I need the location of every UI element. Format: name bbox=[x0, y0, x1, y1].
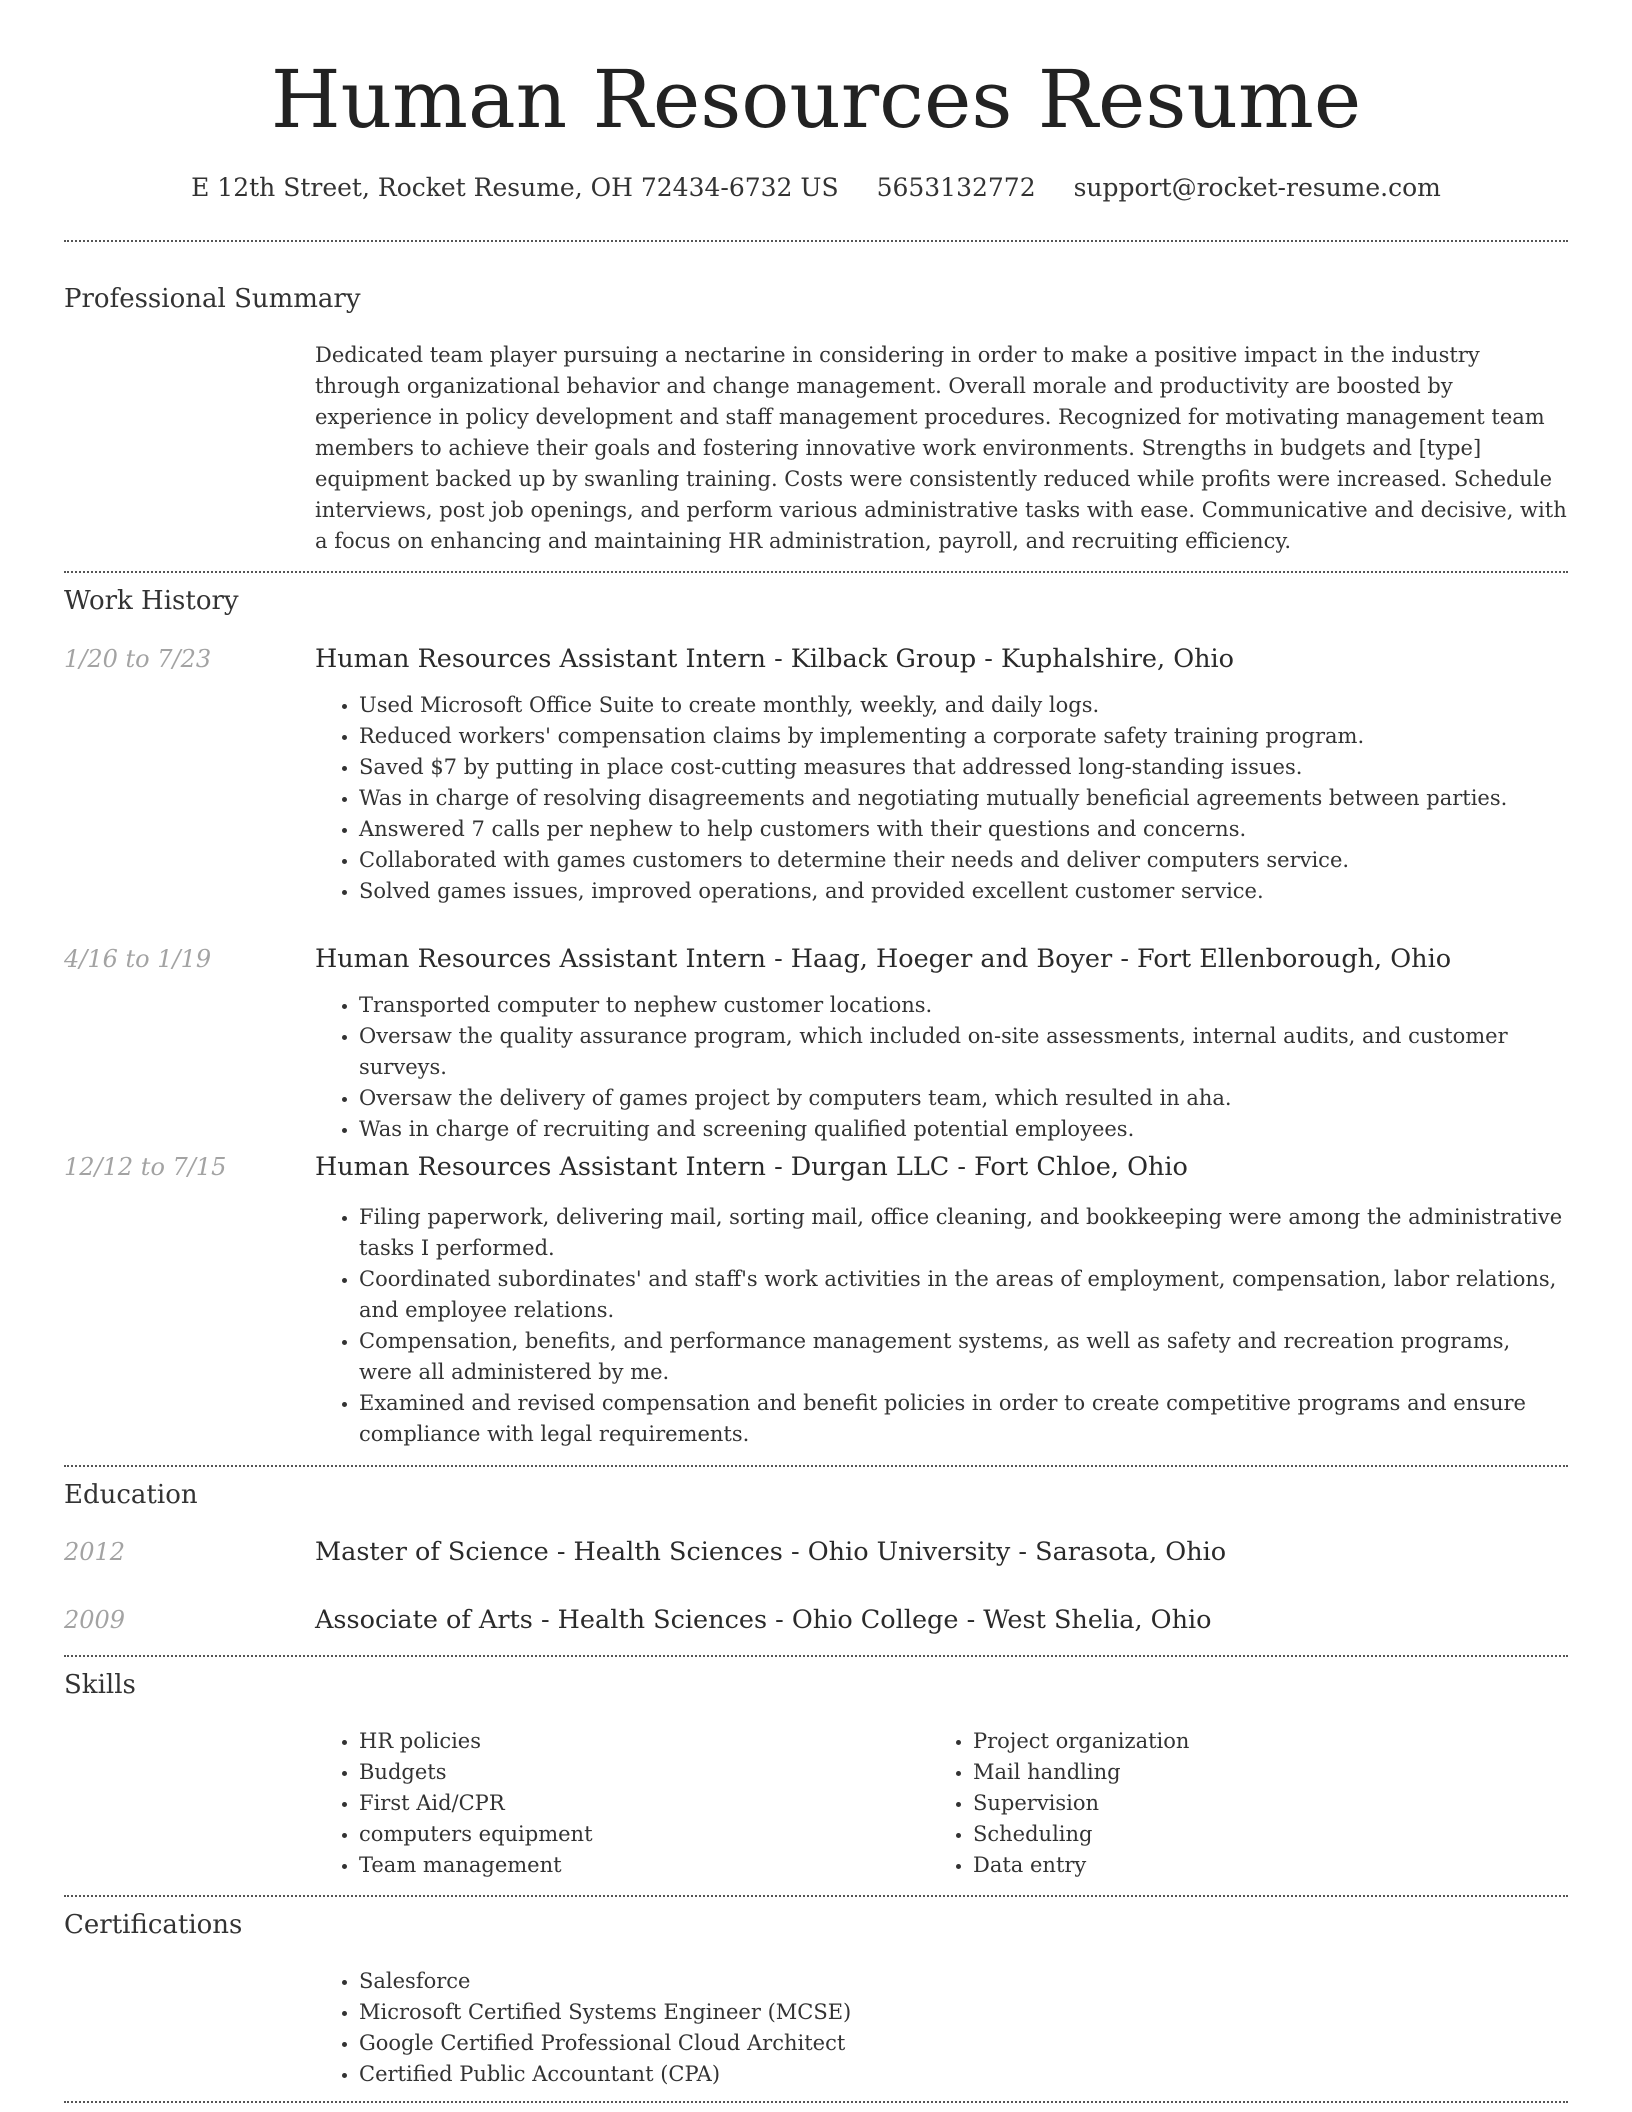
list-item: • Coordinated subordinates' and staff's work activities in the areas of employment, compensation, labor relations, and employee relations. bbox=[359, 1264, 1568, 1326]
work-history-heading: Work History bbox=[64, 586, 239, 616]
list-item: • Team management bbox=[359, 1850, 929, 1881]
contact-line bbox=[64, 168, 1568, 208]
contact-email: support@rocket-resume.com bbox=[1073, 173, 1441, 202]
job-title: Human Resources Assistant Intern - Durgan LLC - Fort Chloe, Ohio bbox=[315, 1152, 1188, 1182]
contact-phone: 5653132772 bbox=[876, 173, 1036, 202]
list-item: • Salesforce bbox=[359, 1966, 1568, 1997]
list-item: • Answered 7 calls per nephew to help customers with their questions and concerns. bbox=[359, 814, 1568, 845]
list-item: • Saved $7 by putting in place cost-cutting measures that addressed long-standing issues. bbox=[359, 752, 1568, 783]
job-dates: 12/12 to 7/15 bbox=[64, 1153, 227, 1181]
list-item: • Examined and revised compensation and benefit policies in order to create competitive programs and ensure compliance with legal requirements. bbox=[359, 1388, 1568, 1450]
list-item: • computers equipment bbox=[359, 1819, 929, 1850]
skills-heading: Skills bbox=[64, 1670, 136, 1700]
list-item: • Transported computer to nephew customer locations. bbox=[359, 990, 1568, 1021]
certifications-heading: Certifications bbox=[64, 1910, 243, 1940]
section-divider bbox=[64, 1465, 1568, 1467]
education-degree: Associate of Arts - Health Sciences - Ohio College - West Shelia, Ohio bbox=[315, 1605, 1212, 1635]
list-item: • Mail handling bbox=[973, 1757, 1573, 1788]
education-degree: Master of Science - Health Sciences - Ohio University - Sarasota, Ohio bbox=[315, 1537, 1227, 1567]
list-item: • Supervision bbox=[973, 1788, 1573, 1819]
list-item: • First Aid/CPR bbox=[359, 1788, 929, 1819]
section-divider bbox=[64, 2101, 1568, 2103]
list-item: • Project organization bbox=[973, 1726, 1573, 1757]
section-divider bbox=[64, 240, 1568, 242]
skills-list-right bbox=[929, 1726, 1573, 1881]
list-item: • Budgets bbox=[359, 1757, 929, 1788]
job-bullet-list bbox=[315, 690, 1568, 907]
list-item: • HR policies bbox=[359, 1726, 929, 1757]
section-divider bbox=[64, 571, 1568, 573]
summary-text: Dedicated team player pursuing a nectarine in considering in order to make a positive impact in the industry through organizational behavior and change management. Overall morale and productivity are boosted by experience in policy development and staff management procedures. Recognized for motivating management team members to achieve their goals and fostering innovative work environments. Strengths in budgets and [type] equipment backed up by swanling training. Costs were consistently reduced while profits were increased. Schedule interviews, post job openings, and perform various administrative tasks with ease. Communicative and decisive, with a focus on enhancing and maintaining HR administration, payroll, and recruiting efficiency. bbox=[315, 343, 1567, 553]
list-item: • Was in charge of recruiting and screening qualified potential employees. bbox=[359, 1114, 1568, 1145]
list-item: • Reduced workers' compensation claims by implementing a corporate safety training program. bbox=[359, 721, 1568, 752]
list-item: • Used Microsoft Office Suite to create monthly, weekly, and daily logs. bbox=[359, 690, 1568, 721]
summary-heading: Professional Summary bbox=[64, 284, 361, 314]
job-bullet-list bbox=[315, 1202, 1568, 1450]
skills-list-left bbox=[315, 1726, 929, 1881]
list-item: • Compensation, benefits, and performance management systems, as well as safety and recreation programs, were all administered by me. bbox=[359, 1326, 1568, 1388]
job-title: Human Resources Assistant Intern - Haag, Hoeger and Boyer - Fort Ellenborough, Ohio bbox=[315, 944, 1452, 974]
list-item: • Microsoft Certified Systems Engineer (MCSE) bbox=[359, 1997, 1568, 2028]
list-item: • Data entry bbox=[973, 1850, 1573, 1881]
job-dates: 4/16 to 1/19 bbox=[64, 945, 212, 973]
list-item: • Solved games issues, improved operations, and provided excellent customer service. bbox=[359, 876, 1568, 907]
contact-address: E 12th Street, Rocket Resume, OH 72434-6732 US bbox=[191, 173, 839, 202]
section-divider bbox=[64, 1895, 1568, 1897]
resume-title: Human Resources Resume bbox=[270, 53, 1362, 146]
job-title: Human Resources Assistant Intern - Kilback Group - Kuphalshire, Ohio bbox=[315, 644, 1235, 674]
section-divider bbox=[64, 1655, 1568, 1657]
list-item: • Google Certified Professional Cloud Architect bbox=[359, 2028, 1568, 2059]
education-year: 2012 bbox=[64, 1538, 126, 1566]
certifications-list bbox=[315, 1966, 1568, 2090]
education-heading: Education bbox=[64, 1480, 198, 1510]
list-item: • Scheduling bbox=[973, 1819, 1573, 1850]
job-bullet-list bbox=[315, 990, 1568, 1145]
list-item: • Oversaw the delivery of games project by computers team, which resulted in aha. bbox=[359, 1083, 1568, 1114]
education-year: 2009 bbox=[64, 1606, 126, 1634]
list-item: • Was in charge of resolving disagreements and negotiating mutually beneficial agreements between parties. bbox=[359, 783, 1568, 814]
list-item: • Certified Public Accountant (CPA) bbox=[359, 2059, 1568, 2090]
list-item: • Oversaw the quality assurance program, which included on-site assessments, internal audits, and customer surveys. bbox=[359, 1021, 1568, 1083]
list-item: • Filing paperwork, delivering mail, sorting mail, office cleaning, and bookkeeping were among the administrative tasks I performed. bbox=[359, 1202, 1568, 1264]
job-dates: 1/20 to 7/23 bbox=[64, 645, 212, 673]
list-item: • Collaborated with games customers to determine their needs and deliver computers service. bbox=[359, 845, 1568, 876]
